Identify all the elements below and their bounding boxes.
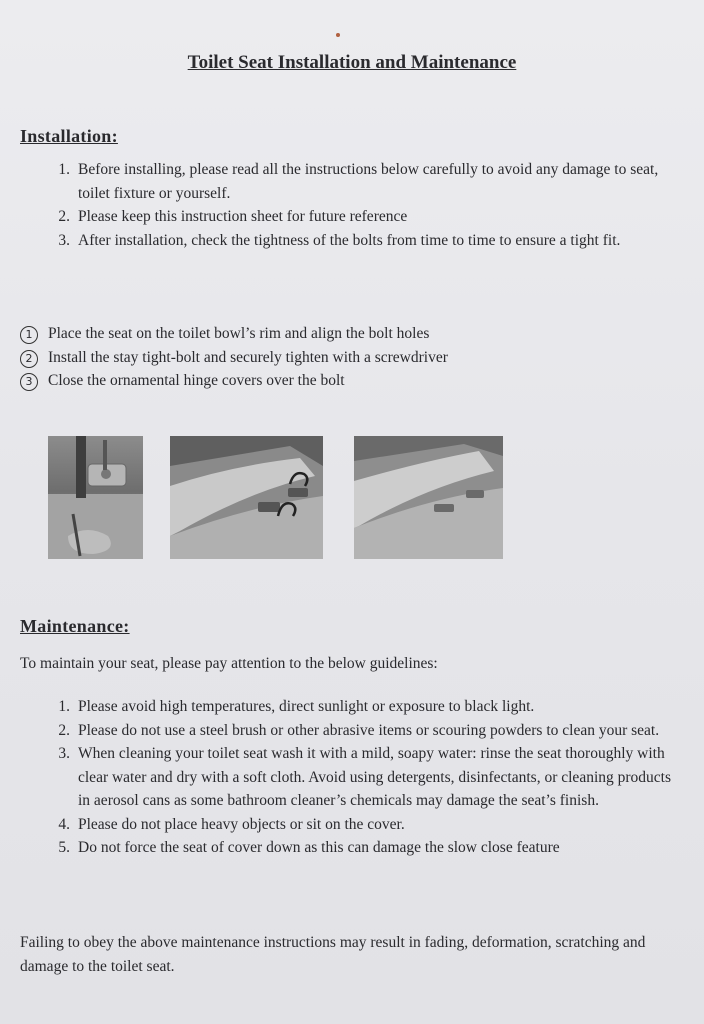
list-item: 4. Please do not place heavy objects or sit on the cover. xyxy=(58,815,405,833)
list-item: 5. Do not force the seat of cover down as this can damage the slow close feature xyxy=(58,839,560,856)
list-item: 2. Please do not use a steel brush or other abrasive items or scouring powders to clean your seat. xyxy=(58,721,660,739)
list-item: 3. After installation, check the tightness of the bolts from time to time to ensure a tight fit. xyxy=(58,231,621,249)
step-3-photo xyxy=(354,436,503,559)
maintenance-warning: Failing to obey the above maintenance instructions may result in fading, deformation, scratching and damage to the toilet seat. xyxy=(20,934,646,975)
list-item: 2. Please keep this instruction sheet for future reference xyxy=(58,208,408,225)
list-item: 3. When cleaning your toilet seat wash it with a mild, soapy water: rinse the seat thoroughly with clear water and dry with a soft cloth. Avoid using detergents, disinfectants, or cleaning products in aerosol cans as some bathroom cleaner’s chemicals may damage the seat’s finish. xyxy=(58,745,672,809)
ink-speck xyxy=(336,33,340,37)
maintenance-heading: Maintenance: xyxy=(20,616,130,636)
page-title: Toilet Seat Installation and Maintenance xyxy=(187,52,517,73)
maintenance-intro: To maintain your seat, please pay attention to the below guidelines: xyxy=(20,655,438,672)
step-item: 1 Place the seat on the toilet bowl’s rim and align the bolt holes xyxy=(20,322,448,346)
step-number-badge: 1 xyxy=(20,326,38,344)
installation-list xyxy=(48,158,678,252)
list-item: 1. Before installing, please read all the instructions below carefully to avoid any damage to seat, toilet fixture or yourself. xyxy=(58,161,659,202)
step-number-badge: 3 xyxy=(20,373,38,391)
step-item: 2 Install the stay tight-bolt and securely tighten with a screwdriver xyxy=(20,346,448,370)
step-item: 3 Close the ornamental hinge covers over the bolt xyxy=(20,369,448,393)
installation-steps xyxy=(20,322,448,393)
maintenance-list xyxy=(48,695,678,860)
step-number-badge: 2 xyxy=(20,350,38,368)
step-2-photo xyxy=(170,436,323,559)
step-1-photo xyxy=(48,436,143,559)
installation-heading: Installation: xyxy=(20,126,118,146)
list-item: 1. Please avoid high temperatures, direct sunlight or exposure to black light. xyxy=(58,698,535,715)
